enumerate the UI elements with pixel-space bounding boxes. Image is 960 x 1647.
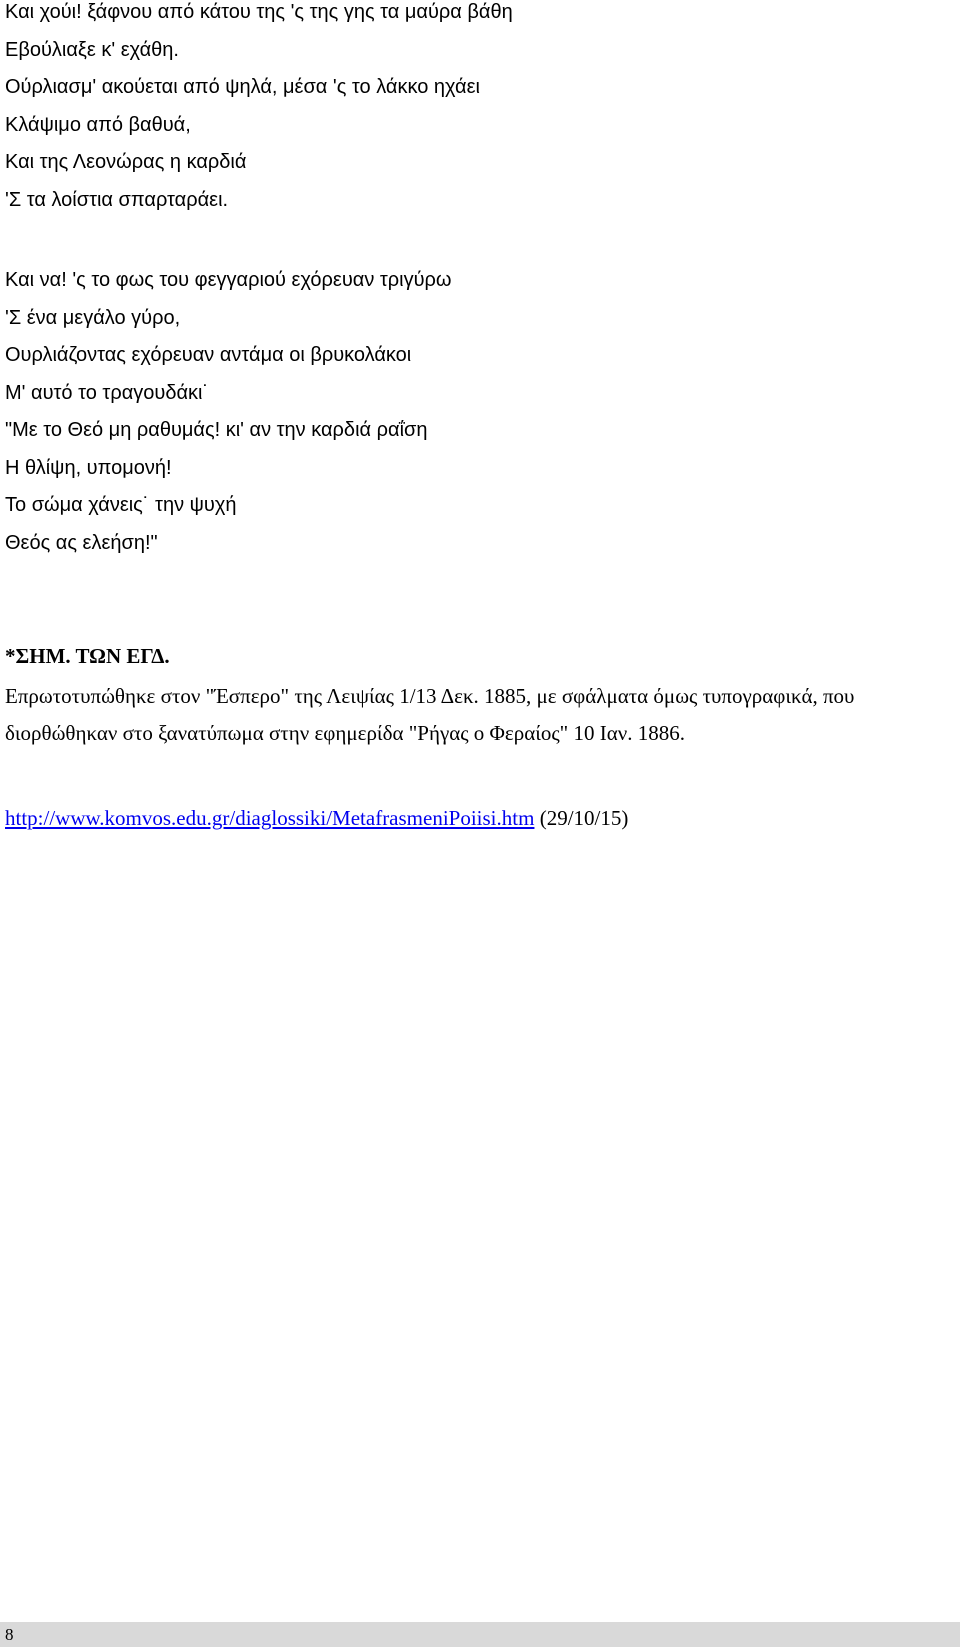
poem-line: Το σώμα χάνεις˙ την ψυχή [5,494,237,516]
editors-note-line: Επρωτοτυπώθηκε στον "Έσπερο" της Λειψίας 1/13 Δεκ. 1885, με σφάλματα όμως τυπογραφικά, που [5,684,855,708]
poem-line: Εβούλιαξε κ' εχάθη. [5,38,179,61]
poem-line: Κλάψιμο από βαθυά, [5,113,191,136]
poem-line: 'Σ ένα μεγάλο γύρο, [5,306,181,329]
poem-line: Μ' αυτό το τραγουδάκι˙ [5,381,210,404]
poem-line: Και της Λεονώρας η καρδιά [5,151,247,173]
poem-stanza-2 [5,262,452,562]
editors-note-heading: *ΣΗΜ. ΤΩΝ ΕΓΔ. [5,644,170,668]
source-citation [5,804,628,832]
poem-line: Και χούι! ξάφνου από κάτου της 'ς της γης τα μαύρα βάθη [5,1,513,23]
poem-line: Ουρλιάζοντας εχόρευαν αντάμα οι βρυκολάκοι [5,344,412,366]
poem-line: "Με το Θεό μη ραθυμάς! κι' αν την καρδιά ραΐση [5,419,428,441]
editors-note-body [5,678,945,752]
poem-line: Θεός ας ελεήση!" [5,531,158,554]
source-date: (29/10/15) [534,806,629,830]
page-footer [0,1622,960,1647]
poem-stanza-1 [5,0,513,219]
editors-note-line: διορθώθηκαν στο ξανατύπωμα στην εφημερίδα "Ρήγας ο Φεραίος" 10 Ιαν. 1886. [5,721,685,745]
poem-line: 'Σ τα λοίστια σπαρταράει. [5,188,229,211]
poem-line: Η θλίψη, υπομονή! [5,456,172,479]
page-number: 8 [5,1625,14,1644]
source-link[interactable]: http://www.komvos.edu.gr/diaglossiki/MetafrasmeniPoiisi.htm [5,806,535,830]
poem-line: Ούρλιασμ' ακούεται από ψηλά, μέσα 'ς το λάκκο ηχάει [5,76,480,98]
poem-line: Και να! 'ς το φως του φεγγαριού εχόρευαν τριγύρω [5,269,452,291]
